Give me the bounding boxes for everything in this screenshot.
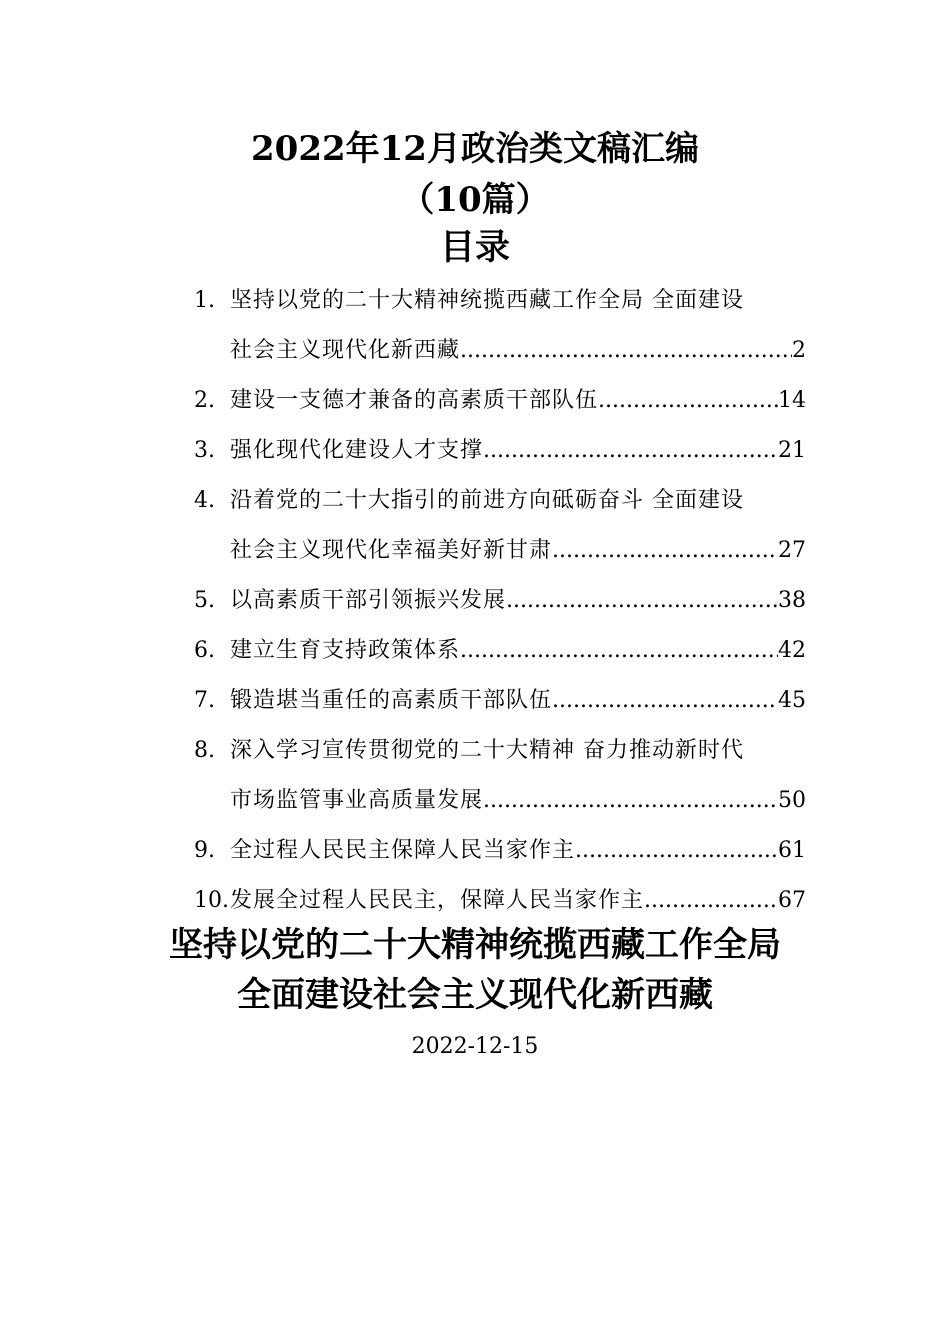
toc-entry-text: 全过程人民民主保障人民当家作主 [230, 838, 576, 863]
toc-entry-text: 社会主义现代化幸福美好新甘肃 [230, 538, 553, 563]
toc-page-number: 21 [778, 438, 806, 463]
toc-entry-number: 9. [194, 838, 215, 863]
toc-entry-9[interactable] [194, 826, 806, 876]
toc-entry-text: 市场监管事业高质量发展 [230, 788, 484, 813]
toc-entry-text: 建立生育支持政策体系 [230, 638, 461, 663]
document-title: 2022年12月政治类文稿汇编 [251, 129, 699, 169]
toc-entry-number: 5. [194, 588, 215, 613]
table-of-contents [194, 276, 806, 926]
toc-dot-leader [552, 526, 778, 576]
toc-entry-number: 8. [194, 738, 215, 763]
toc-page-number: 38 [778, 588, 806, 613]
toc-entry-text: 沿着党的二十大指引的前进方向砥砺奋斗 全面建设 [230, 488, 744, 513]
toc-entry-10[interactable] [194, 876, 806, 926]
toc-page-number: 45 [778, 688, 806, 713]
toc-entry-number: 1. [194, 288, 215, 313]
toc-entry-4[interactable] [194, 476, 806, 576]
toc-entry-2[interactable] [194, 376, 806, 426]
toc-page-number: 67 [778, 888, 806, 913]
toc-entry-7[interactable] [194, 676, 806, 726]
toc-entry-5[interactable] [194, 576, 806, 626]
toc-entry-text: 发展全过程人民民主，保障人民当家作主 [230, 888, 645, 913]
toc-entry-text: 坚持以党的二十大精神统揽西藏工作全局 全面建设 [230, 288, 744, 313]
toc-entry-text: 锻造堪当重任的高素质干部队伍 [230, 688, 553, 713]
toc-entry-1[interactable] [194, 276, 806, 376]
toc-entry-text: 以高素质干部引领振兴发展 [230, 588, 507, 613]
toc-page-number: 2 [792, 338, 806, 363]
toc-entry-number: 3. [194, 438, 215, 463]
toc-dot-leader [598, 376, 778, 426]
toc-dot-leader [483, 426, 778, 476]
toc-entry-8[interactable] [194, 726, 806, 826]
toc-entry-number: 10. [194, 888, 229, 913]
toc-entry-number: 7. [194, 688, 215, 713]
toc-dot-leader [552, 676, 778, 726]
toc-entry-6[interactable] [194, 626, 806, 676]
toc-entry-number: 6. [194, 638, 215, 663]
toc-dot-leader [575, 826, 778, 876]
article-date: 2022-12-15 [411, 1034, 539, 1059]
toc-dot-leader [460, 626, 778, 676]
toc-page-number: 61 [778, 838, 806, 863]
toc-dot-leader [483, 776, 778, 826]
toc-entry-3[interactable] [194, 426, 806, 476]
article-title-line-1: 坚持以党的二十大精神统揽西藏工作全局 [169, 925, 781, 965]
toc-entry-number: 4. [194, 488, 215, 513]
toc-dot-leader [506, 576, 778, 626]
toc-page-number: 50 [778, 788, 806, 813]
toc-heading: 目录 [439, 227, 510, 268]
toc-entry-number: 2. [194, 388, 215, 413]
toc-entry-text: 强化现代化建设人才支撑 [230, 438, 484, 463]
article-title-line-2: 全面建设社会主义现代化新西藏 [237, 975, 713, 1015]
toc-entry-text: 社会主义现代化新西藏 [230, 338, 461, 363]
toc-dot-leader [460, 326, 792, 376]
toc-page-number: 42 [778, 638, 806, 663]
toc-entry-text: 深入学习宣传贯彻党的二十大精神 奋力推动新时代 [230, 738, 744, 763]
toc-entry-text: 建设一支德才兼备的高素质干部队伍 [230, 388, 599, 413]
document-subtitle-count: （10篇） [400, 180, 550, 220]
toc-page-number: 14 [778, 388, 806, 413]
toc-page-number: 27 [778, 538, 806, 563]
toc-dot-leader [644, 876, 778, 926]
